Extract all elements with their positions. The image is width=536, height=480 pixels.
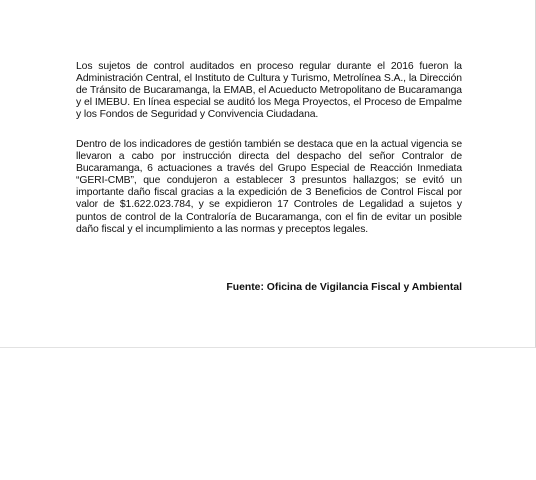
paragraph-audited-entities: Los sujetos de control auditados en proceso regular durante el 2016 fueron la Administración Central, el Instituto de Cultura y Turismo, Metrolínea S.A., la Dirección de Tránsito de Bucaramanga, la EMAB, el Acueducto Metropolitano de Bucaramanga y el IMEBU. En línea especial se auditó los Mega Proyectos, el Proceso de Empalme y los Fondos de Seguridad y Convivencia Ciudadana. xyxy=(76,61,462,121)
paragraph-management-indicators: Dentro de los indicadores de gestión también se destaca que en la actual vigencia se llevaron a cabo por instrucción directa del despacho del señor Contralor de Bucaramanga, 6 actuaciones a través del Grupo Especial de Reacción Inmediata “GERI-CMB”, que condujeron a establecer 3 presuntos hallazgos; se evitó un importante daño fiscal gracias a la expedición de 3 Beneficios de Control Fiscal por valor de $1.622.023.784, y se expidieron 17 Controles de Legalidad a sujetos y puntos de control de la Contraloría de Bucaramanga, con el fin de evitar un posible daño fiscal y el incumplimiento a las normas y preceptos legales. xyxy=(76,139,462,235)
source-note: Fuente: Oficina de Vigilancia Fiscal y Ambiental xyxy=(226,282,462,293)
